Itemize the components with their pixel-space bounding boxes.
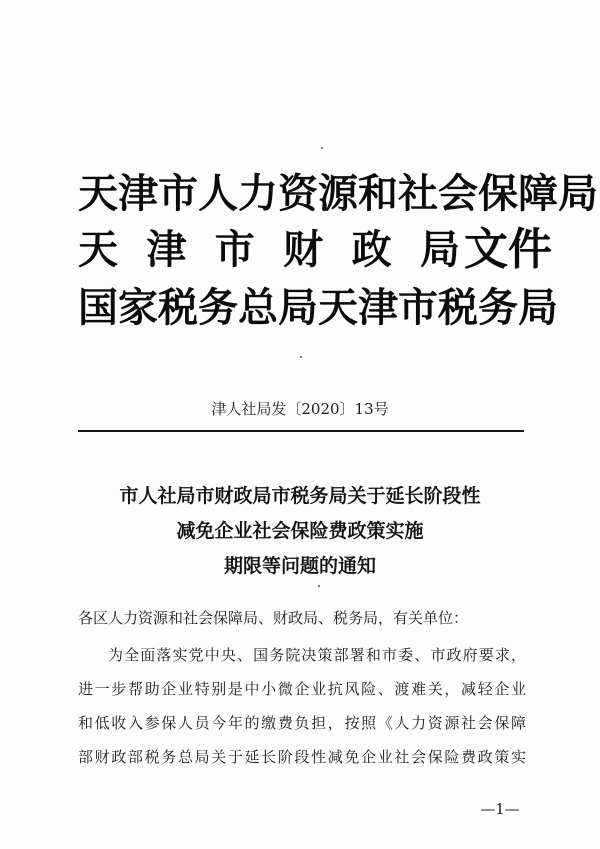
document-title-line-2: 减免企业社会保险费政策实施 xyxy=(176,520,424,542)
body-line: 部财政部税务总局关于延长阶段性减免企业社会保险费政策实 xyxy=(78,748,526,766)
page-number: —1— xyxy=(480,800,520,818)
salutation: 各区人力资源和社会保障局、财政局、税务局，有关单位： xyxy=(78,609,469,627)
header-divider xyxy=(78,430,524,432)
scan-speck xyxy=(300,356,302,358)
body-line: 和低收入参保人员今年的缴费负担，按照《人力资源社会保障 xyxy=(78,714,526,732)
scan-speck xyxy=(318,585,320,587)
issuer-char: 局 xyxy=(419,227,460,273)
document-type-label: 文件 xyxy=(464,224,552,275)
issuer-char: 津 xyxy=(146,227,187,273)
issuer-line-hrss: 天津市人力资源和社会保障局 xyxy=(78,171,598,217)
issuer-char: 财 xyxy=(283,227,324,273)
issuer-char: 政 xyxy=(351,227,392,273)
issuer-char: 天 xyxy=(78,227,118,273)
body-line: 进一步帮助企业特别是中小微企业抗风险、渡难关，减轻企业 xyxy=(78,680,526,698)
scan-speck xyxy=(321,147,323,149)
document-title-line-3: 期限等问题的通知 xyxy=(223,555,376,577)
issuer-line-finance xyxy=(78,224,460,276)
issuer-header xyxy=(78,168,598,338)
issuer-line-tax: 国家税务总局天津市税务局 xyxy=(78,285,558,331)
document-title-line-1: 市人社局市财政局市税务局关于延长阶段性 xyxy=(119,485,481,507)
body-line: 为全面落实党中央、国务院决策部署和市委、市政府要求， xyxy=(108,646,526,664)
issuer-char: 市 xyxy=(214,227,255,273)
document-number: 津人社局发〔2020〕13号 xyxy=(211,400,389,418)
body-paragraph xyxy=(78,642,526,778)
